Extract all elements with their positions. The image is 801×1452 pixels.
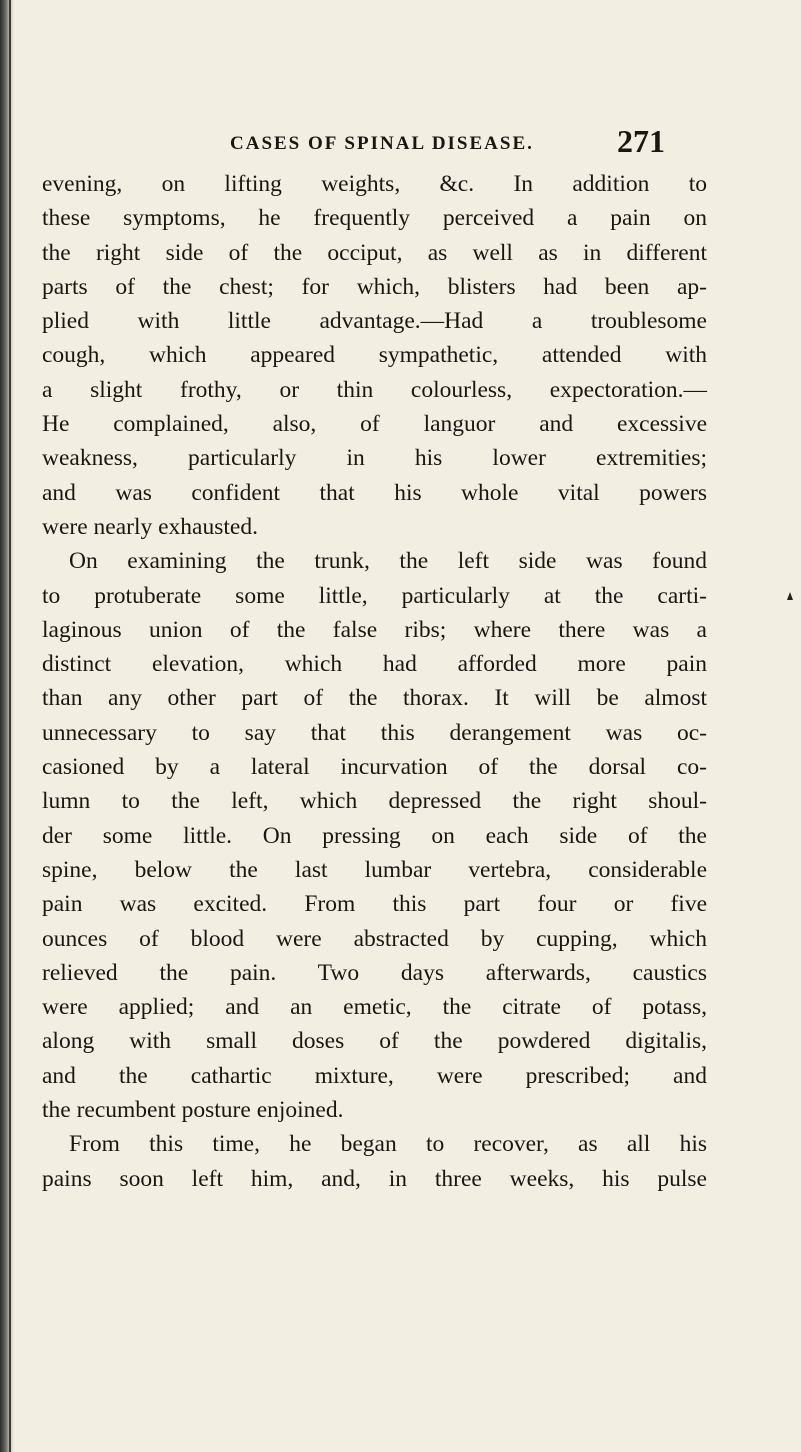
- text-line: were applied; and an emetic, the citrate of potass,: [42, 994, 707, 1021]
- text-line: weakness, particularly in his lower extremities;: [42, 445, 707, 472]
- text-line: ounces of blood were abstracted by cupping, which: [42, 925, 707, 952]
- ink-speck-mark: [787, 592, 793, 600]
- text-line: laginous union of the false ribs; where there was a: [42, 616, 707, 643]
- text-line: to protuberate some little, particularly at the carti-: [42, 582, 707, 609]
- running-head: [40, 123, 760, 169]
- text-line: plied with little advantage.—Had a troublesome: [42, 308, 707, 335]
- paragraph-first-line: From this time, he began to recover, as all his: [69, 1131, 707, 1158]
- text-line: along with small doses of the powdered digitalis,: [42, 1028, 707, 1055]
- page-number: 271: [617, 123, 665, 159]
- body-text: [42, 167, 707, 1196]
- text-line: cough, which appeared sympathetic, attended with: [42, 342, 707, 369]
- text-line: distinct elevation, which had afforded more pain: [42, 651, 707, 678]
- text-line: unnecessary to say that this derangement was oc-: [42, 719, 707, 746]
- text-line: evening, on lifting weights, &c. In addition to: [42, 171, 707, 197]
- text-line: der some little. On pressing on each side of the: [42, 822, 707, 849]
- text-line: and was confident that his whole vital powers: [42, 479, 707, 506]
- text-line: these symptoms, he frequently perceived a pain on: [42, 205, 707, 232]
- text-line: pains soon left him, and, in three weeks, his pulse: [42, 1165, 707, 1192]
- text-line: spine, below the last lumbar vertebra, considerable: [42, 856, 707, 883]
- running-head-title: CASES OF SPINAL DISEASE.: [230, 133, 534, 154]
- text-line: pain was excited. From this part four or five: [42, 891, 707, 918]
- text-line: He complained, also, of languor and excessive: [42, 411, 707, 438]
- paragraph-first-line: On examining the trunk, the left side was found: [69, 548, 707, 575]
- text-line: the right side of the occiput, as well as in different: [42, 239, 707, 266]
- text-line: parts of the chest; for which, blisters had been ap-: [42, 273, 707, 300]
- text-line: relieved the pain. Two days afterwards, caustics: [42, 959, 707, 986]
- text-line: lumn to the left, which depressed the right shoul-: [42, 788, 707, 815]
- text-line: and the cathartic mixture, were prescribed; and: [42, 1062, 707, 1089]
- text-line: were nearly exhausted.: [42, 513, 258, 540]
- text-line: the recumbent posture enjoined.: [42, 1097, 344, 1124]
- text-line: than any other part of the thorax. It will be almost: [42, 685, 707, 712]
- text-line: a slight frothy, or thin colourless, expectoration.—: [42, 376, 707, 403]
- text-line: casioned by a lateral incurvation of the dorsal co-: [42, 754, 707, 781]
